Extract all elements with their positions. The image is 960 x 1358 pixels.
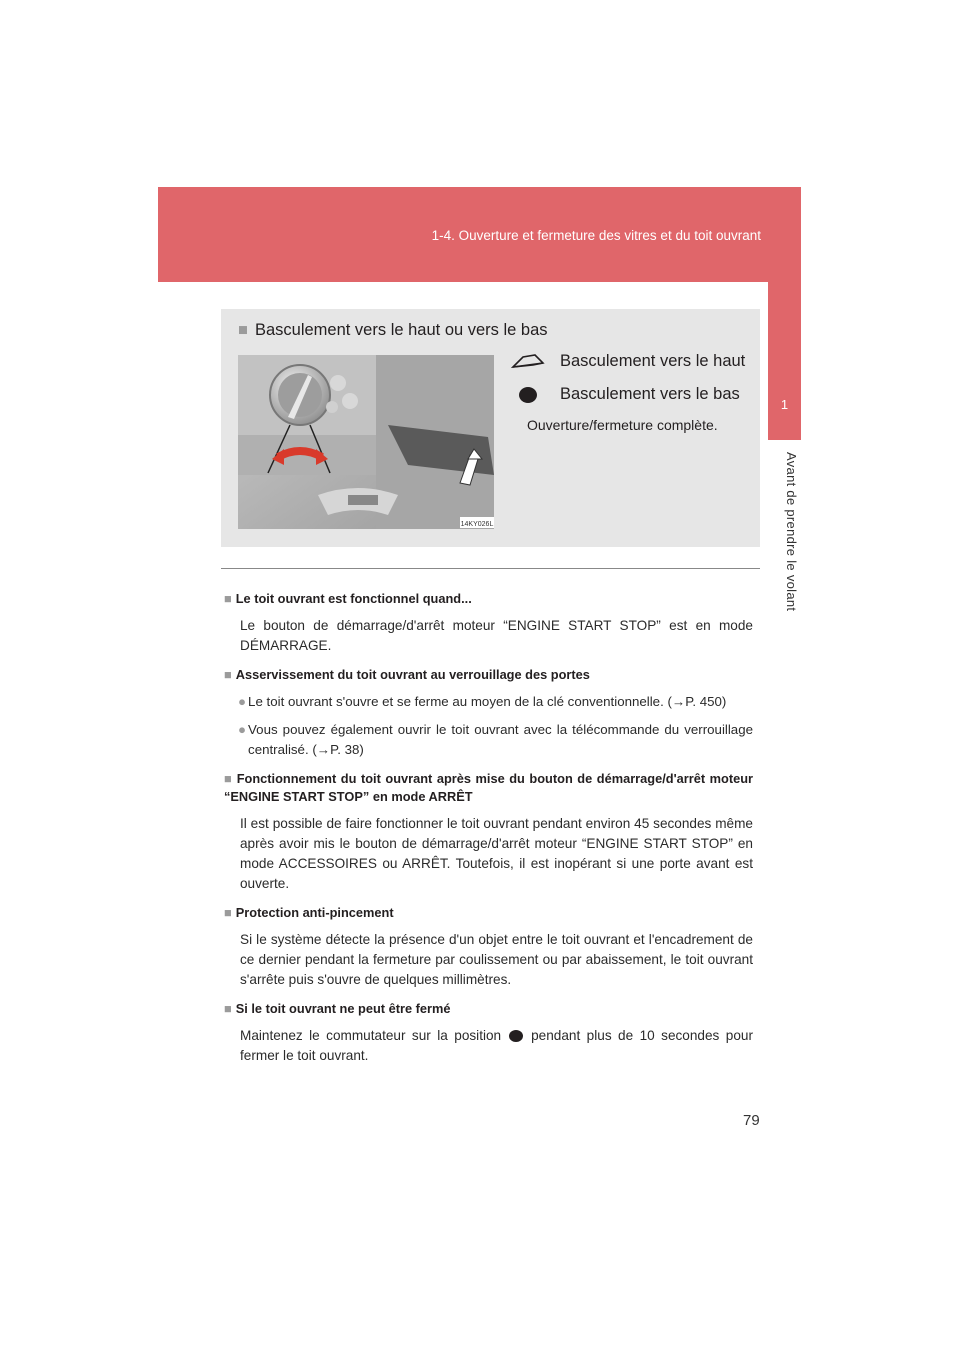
square-marker-icon: ■ xyxy=(224,1001,232,1016)
note-heading: ■ Protection anti-pincement xyxy=(224,905,394,920)
note-heading: ■ Si le toit ouvrant ne peut être fermé xyxy=(224,1001,451,1016)
note-heading: ■ Asservissement du toit ouvrant au verrouillage des portes xyxy=(224,667,590,682)
chapter-tab xyxy=(768,282,801,440)
image-code: 14KY026L xyxy=(460,521,494,528)
tilt-down-icon xyxy=(507,1029,525,1043)
note-body: Le bouton de démarrage/d'arrêt moteur “ENGINE START STOP” est en mode DÉMARRAGE. xyxy=(240,618,753,653)
square-marker-icon: ■ xyxy=(224,905,232,920)
legend-tilt-down xyxy=(508,382,740,406)
square-marker-icon: ■ xyxy=(224,771,233,786)
square-marker-icon: ■ xyxy=(224,591,232,606)
tilt-up-icon xyxy=(508,349,548,373)
bullet-dot-icon: ● xyxy=(238,694,247,709)
note-heading: ■ Fonctionnement du toit ouvrant après mise du bouton de démarrage/d'arrêt moteur “ENGINE START STOP” en mode ARRÊT xyxy=(224,771,753,804)
sunroof-switch-photo xyxy=(238,355,494,529)
note-bullet: ● Le toit ouvrant s'ouvre et se ferme au moyen de la clé conventionnelle. (→P. 450) xyxy=(224,692,753,712)
notes-content xyxy=(224,584,753,1066)
legend-tilt-up-label: Basculement vers le haut xyxy=(560,351,746,370)
tilt-down-icon xyxy=(508,382,548,406)
figure-note: Ouverture/fermeture complète. xyxy=(527,417,718,433)
note-bullet: ● Vous pouvez également ouvrir le toit ouvrant avec la télécommande du verrouillage centralisé. (→P. 38) xyxy=(224,720,753,760)
square-marker-icon: ■ xyxy=(224,667,232,682)
legend-tilt-up xyxy=(508,349,745,373)
section-title: 1-4. Ouverture et fermeture des vitres et du toit ouvrant xyxy=(431,228,761,243)
bullet-dot-icon: ● xyxy=(238,722,247,737)
chapter-number: 1 xyxy=(780,397,789,412)
chapter-label: Avant de prendre le volant xyxy=(784,452,799,612)
legend-tilt-down-label: Basculement vers le bas xyxy=(560,384,740,403)
figure-heading: ■ Basculement vers le haut ou vers le bas xyxy=(238,321,548,339)
note-body: Si le système détecte la présence d'un objet entre le toit ouvrant et l'encadrement de ce dernier pendant la fermeture par coulissement ou par abaissement, le toit ouvrant s'arrête puis s'ouvre de quelques millimètres. xyxy=(240,932,753,987)
figure-box xyxy=(221,309,760,547)
note-heading: ■ Le toit ouvrant est fonctionnel quand... xyxy=(224,591,472,606)
page-number: 79 xyxy=(743,1112,760,1129)
divider xyxy=(221,568,760,569)
note-body: Il est possible de faire fonctionner le toit ouvrant pendant environ 45 secondes même après avoir mis le bouton de démarrage/d'arrêt moteur “ENGINE START STOP” en mode ACCESSOIRES ou ARRÊT. Toutefois, il est inopérant si une porte avant est ouverte. xyxy=(240,816,753,891)
note-body: Maintenez le commutateur sur la position pendant plus de 10 secondes pour fermer le toit ouvrant. xyxy=(240,1028,753,1063)
square-marker-icon: ■ xyxy=(238,321,248,339)
header-band xyxy=(158,187,801,282)
